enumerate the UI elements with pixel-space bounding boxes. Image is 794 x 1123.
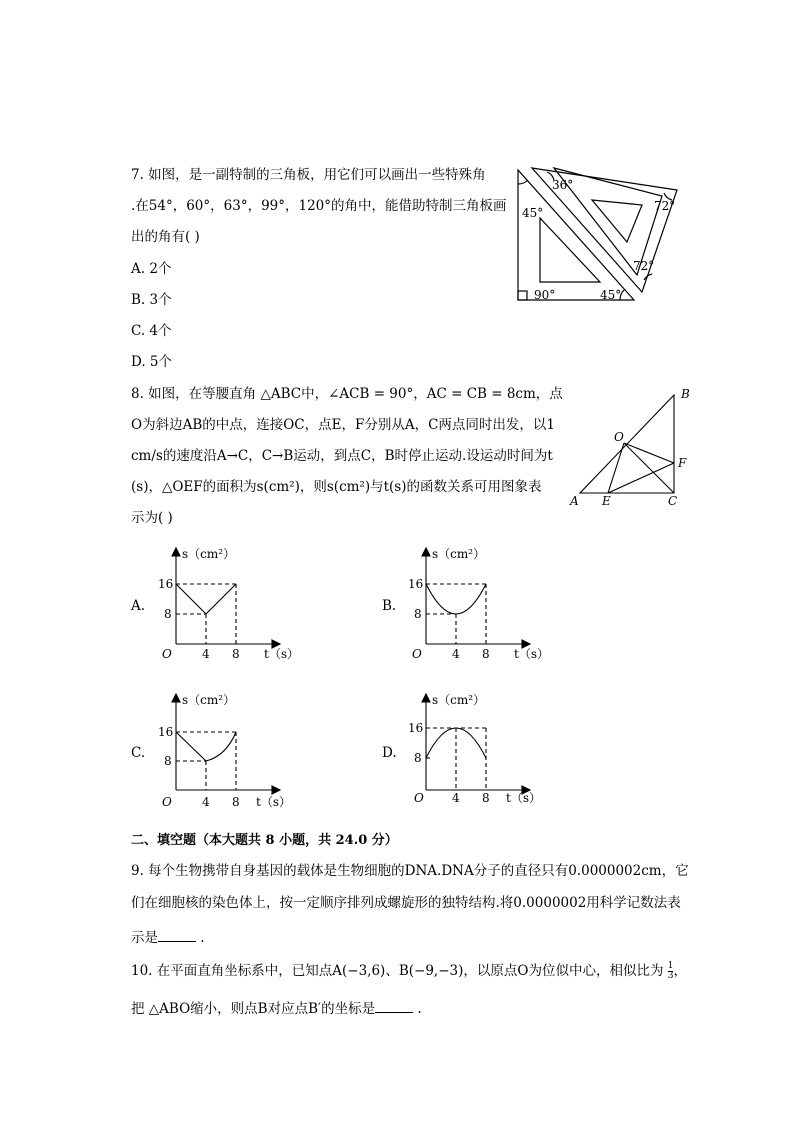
q7-line1: 7. 如图，是一副特制的三角板，用它们可以画出一些特殊角 — [131, 167, 486, 183]
q8-line1: 8. 如图，在等腰直角 △ABC中，∠ACB = 90°，AC = CB = 8cm，点 — [131, 386, 563, 402]
graph-c-ytick-8: 8 — [164, 754, 172, 768]
graph-b-xtick-8: 8 — [482, 647, 490, 661]
graph-a-ylabel: s（cm²） — [182, 547, 236, 561]
q9-period: . — [196, 930, 205, 946]
section-2-title: 二、填空题（本大题共 8 小题，共 24.0 分） — [131, 833, 398, 848]
graph-c-origin: O — [162, 795, 172, 809]
graph-d-ylabel: s（cm²） — [432, 693, 486, 707]
graph-a-ytick-8: 8 — [164, 607, 172, 621]
graph-d-xtick-4: 4 — [452, 791, 460, 805]
graph-a-xtick-4: 4 — [202, 647, 210, 661]
graph-a-xlabel: t（s） — [264, 647, 299, 661]
q9-line3 — [131, 927, 205, 946]
graph-d-ytick-16: 16 — [408, 721, 424, 735]
q10-line1-text: 10. 在平面直角坐标系中，已知点A(−3,6)、B(−9,−3)，以原点O为位似中心，相似比为 — [131, 963, 664, 979]
q10-answer-blank[interactable] — [375, 998, 413, 1013]
angle-label-72-bottom: 72° — [633, 259, 655, 273]
graph-d-xtick-8: 8 — [482, 791, 490, 805]
q7-line2: .在54°，60°，63°，99°，120°的角中，能借助特制三角板画 — [131, 198, 507, 214]
graph-b-xtick-4: 4 — [452, 647, 460, 661]
graph-c-ylabel: s（cm²） — [182, 693, 236, 707]
graph-d-xlabel: t（s） — [506, 791, 541, 805]
q9-answer-blank[interactable] — [158, 927, 196, 942]
q9-line1: 9. 每个生物携带自身基因的载体是生物细胞的DNA.DNA分子的直径只有0.0000002cm，它 — [131, 863, 689, 879]
q7-option-d: D. 5个 — [131, 354, 173, 370]
q8-line3: cm/s的速度沿A→C，C→B运动，到点C，B时停止运动.设运动时间为t — [131, 448, 553, 464]
graph-b-ylabel: s（cm²） — [432, 547, 486, 561]
q10-period: . — [413, 1001, 422, 1017]
q7-option-c: C. 4个 — [131, 323, 172, 339]
q10-line1 — [131, 962, 687, 981]
q10-line2 — [131, 998, 422, 1017]
q9-line2: 们在细胞核的染色体上，按一定顺序排列成螺旋形的独特结构.将0.0000002用科学记数法表 — [131, 895, 681, 911]
graph-d-ytick-8: 8 — [414, 751, 422, 765]
graph-a-origin: O — [162, 647, 172, 661]
graph-b-origin: O — [412, 647, 422, 661]
q8-line4: (s)，△OEF的面积为s(cm²)，则s(cm²)与t(s)的函数关系可用图象表 — [131, 479, 542, 495]
q7-option-b: B. 3个 — [131, 292, 172, 308]
angle-label-45-bottom: 45° — [600, 288, 622, 302]
set-square-figure — [512, 160, 692, 310]
point-f: F — [678, 456, 687, 470]
q10-ratio-denominator: 3 — [667, 971, 674, 981]
graph-c-xtick-4: 4 — [202, 795, 210, 809]
point-b: B — [681, 387, 690, 401]
graph-c-xtick-8: 8 — [232, 795, 240, 809]
q10-line2-text: 把 △ABO缩小，则点B对应点B′的坐标是 — [131, 1001, 376, 1017]
graph-a-xtick-8: 8 — [232, 647, 240, 661]
graph-b-ytick-8: 8 — [414, 607, 422, 621]
graph-option-d — [400, 686, 560, 814]
angle-label-72-top: 72° — [654, 199, 676, 213]
triangle-abc-figure — [564, 383, 699, 511]
q8-option-a-letter: A. — [131, 598, 146, 614]
angle-label-36: 36° — [552, 178, 574, 192]
q10-ratio-numerator: 1 — [667, 961, 674, 971]
angle-label-90: 90° — [534, 288, 556, 302]
point-o: O — [614, 430, 624, 444]
point-e: E — [602, 494, 611, 508]
q10-comma: ， — [673, 963, 687, 979]
point-c: C — [668, 494, 678, 508]
q7-line3: 出的角有( ) — [131, 229, 200, 245]
q7-option-a: A. 2个 — [131, 261, 172, 277]
point-a: A — [570, 494, 579, 508]
graph-c-ytick-16: 16 — [158, 725, 174, 739]
graph-d-origin: O — [414, 791, 424, 805]
q8-option-c-letter: C. — [131, 745, 146, 761]
graph-option-c — [150, 686, 310, 814]
angle-label-45-left: 45° — [522, 206, 544, 220]
q8-line5: 示为( ) — [131, 510, 173, 526]
graph-a-ytick-16: 16 — [158, 577, 174, 591]
q8-option-d-letter: D. — [382, 745, 397, 761]
graph-option-a — [150, 540, 310, 668]
q9-line3-text: 示是 — [131, 930, 158, 946]
graph-c-xlabel: t（s） — [256, 795, 291, 809]
graph-option-b — [400, 540, 560, 668]
q8-option-b-letter: B. — [382, 598, 397, 614]
q8-line2: O为斜边AB的中点，连接OC，点E，F分别从A，C两点同时出发，以1 — [131, 417, 556, 433]
graph-b-xlabel: t（s） — [514, 647, 549, 661]
graph-b-ytick-16: 16 — [408, 577, 424, 591]
